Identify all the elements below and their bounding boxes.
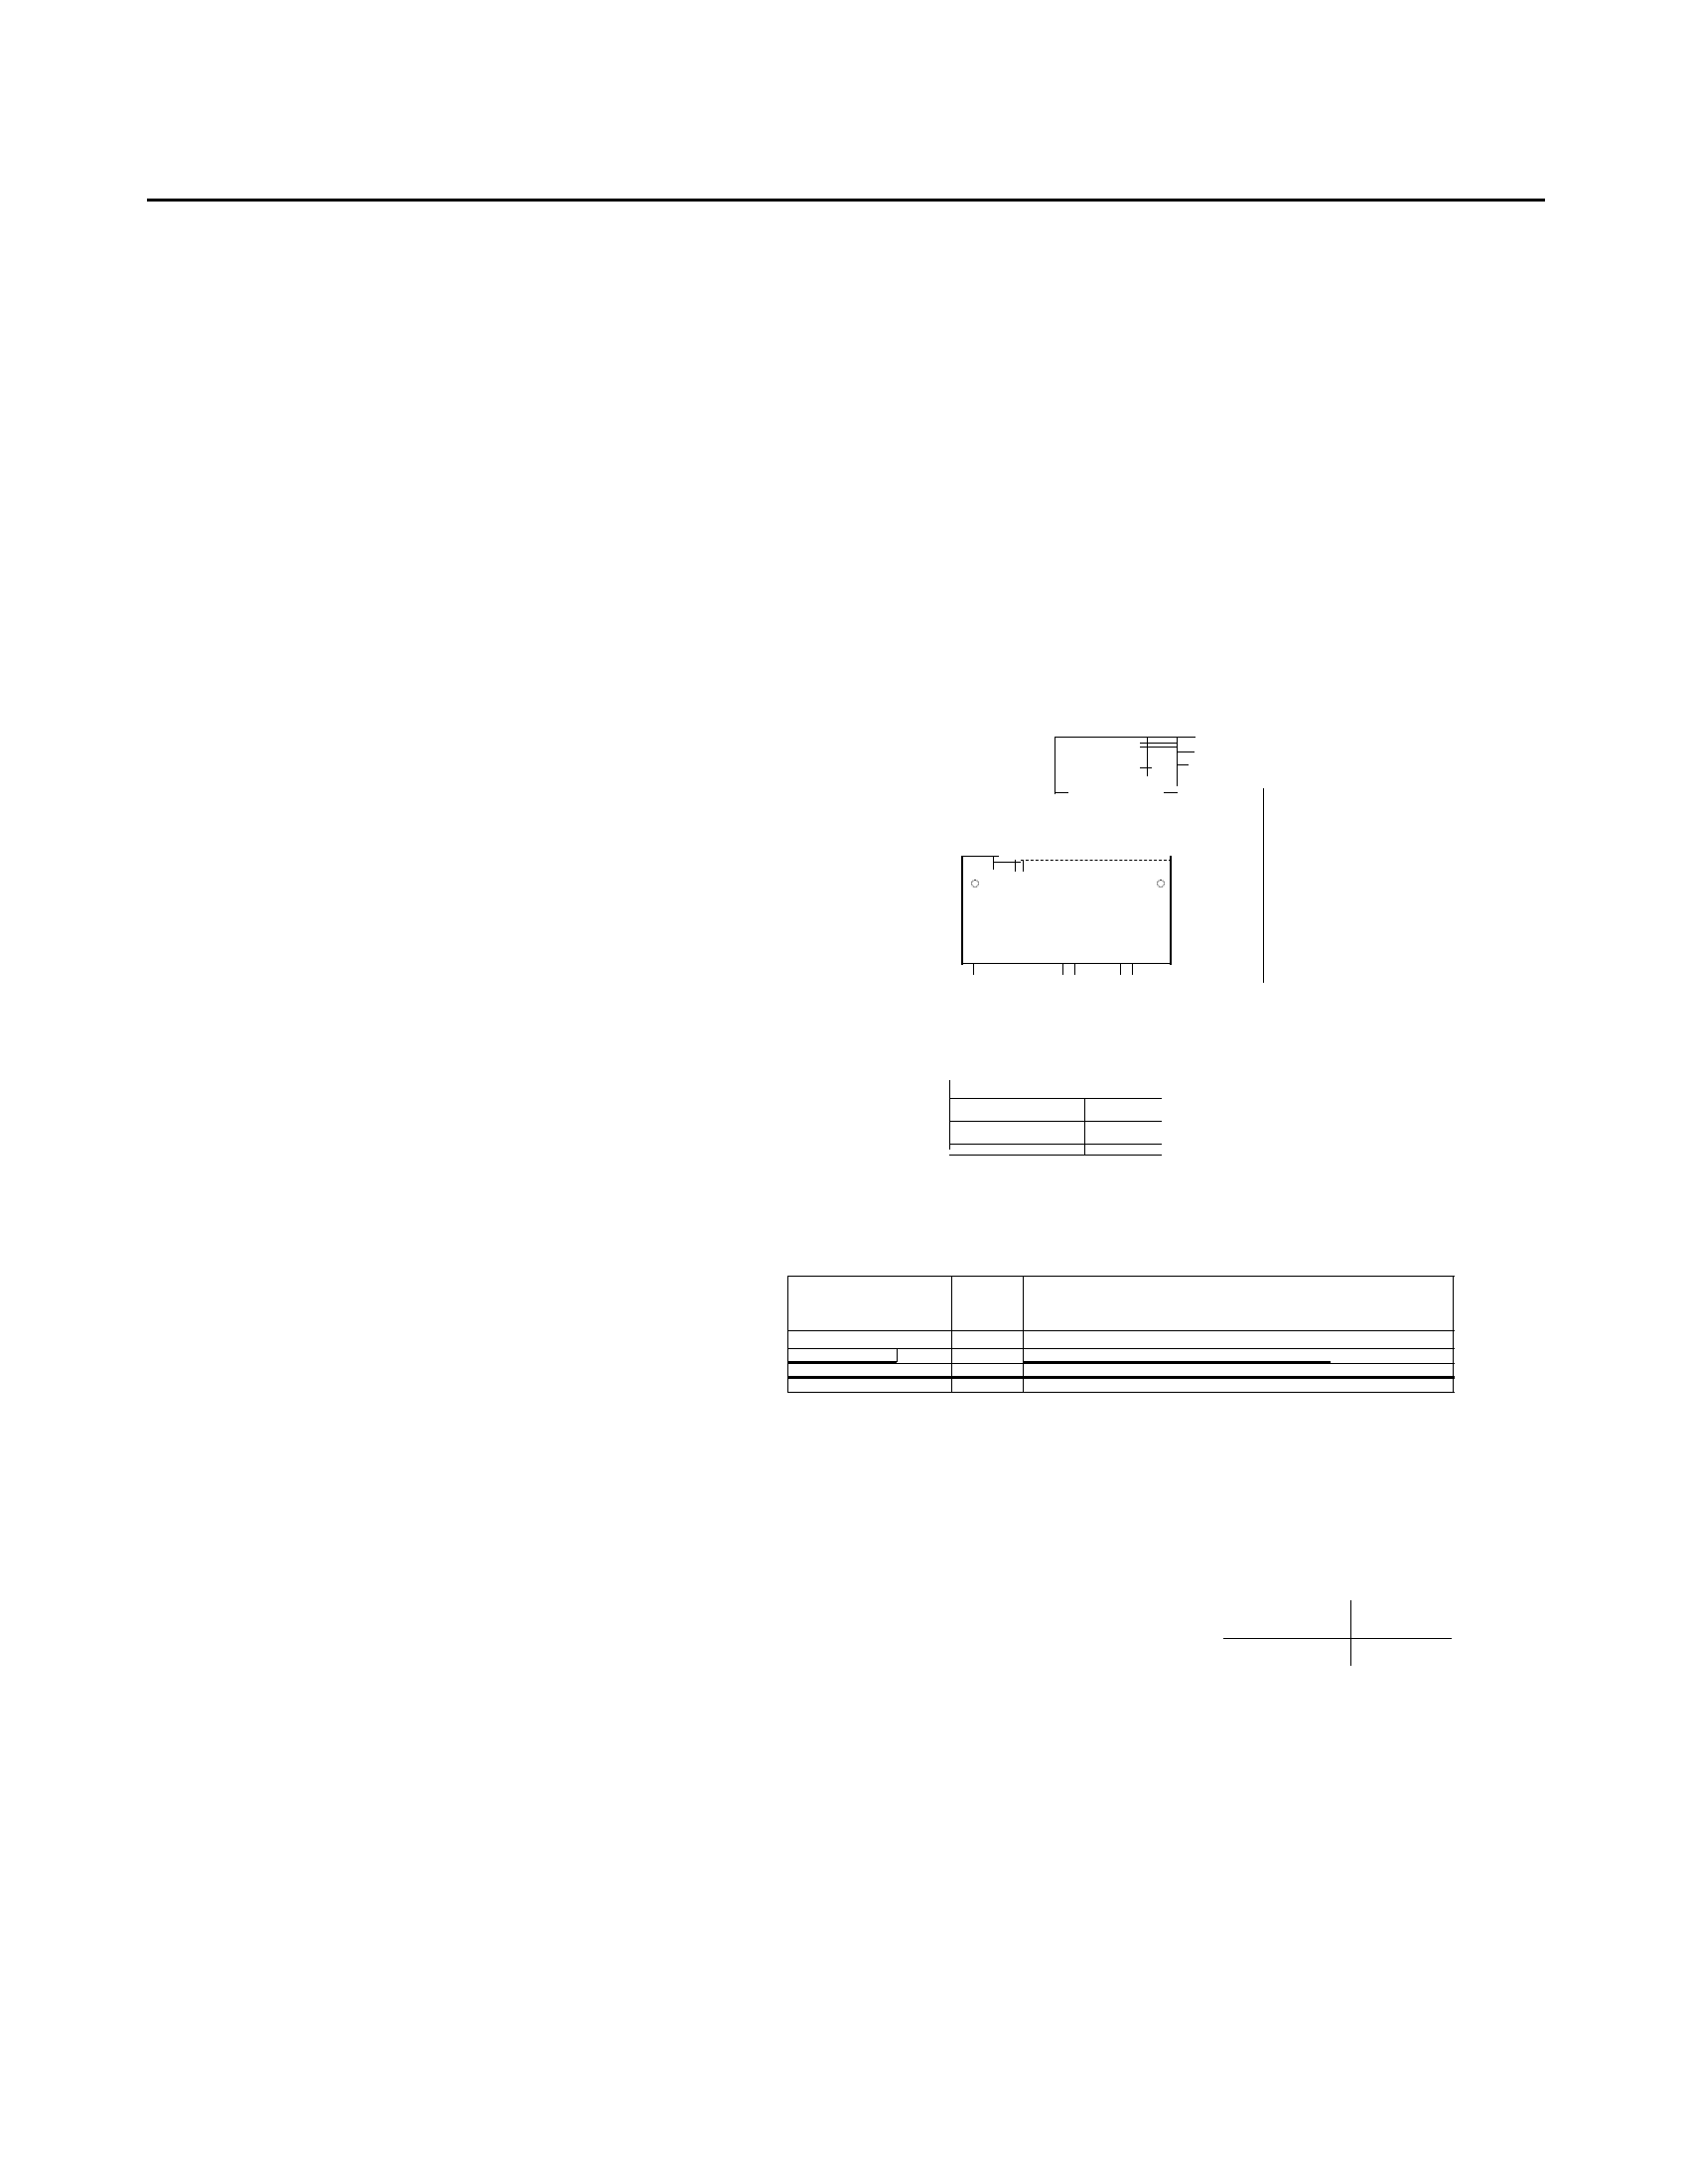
notes-block xyxy=(1263,1060,1501,1067)
header-divider xyxy=(147,199,1545,202)
bar-chart-note xyxy=(1223,1402,1481,1411)
timer-chart-grid xyxy=(159,288,1529,630)
schematic-area xyxy=(0,635,1688,2005)
wiring-codes-rule xyxy=(1263,788,1264,983)
washer-timer-sequence-chart xyxy=(159,288,1529,630)
